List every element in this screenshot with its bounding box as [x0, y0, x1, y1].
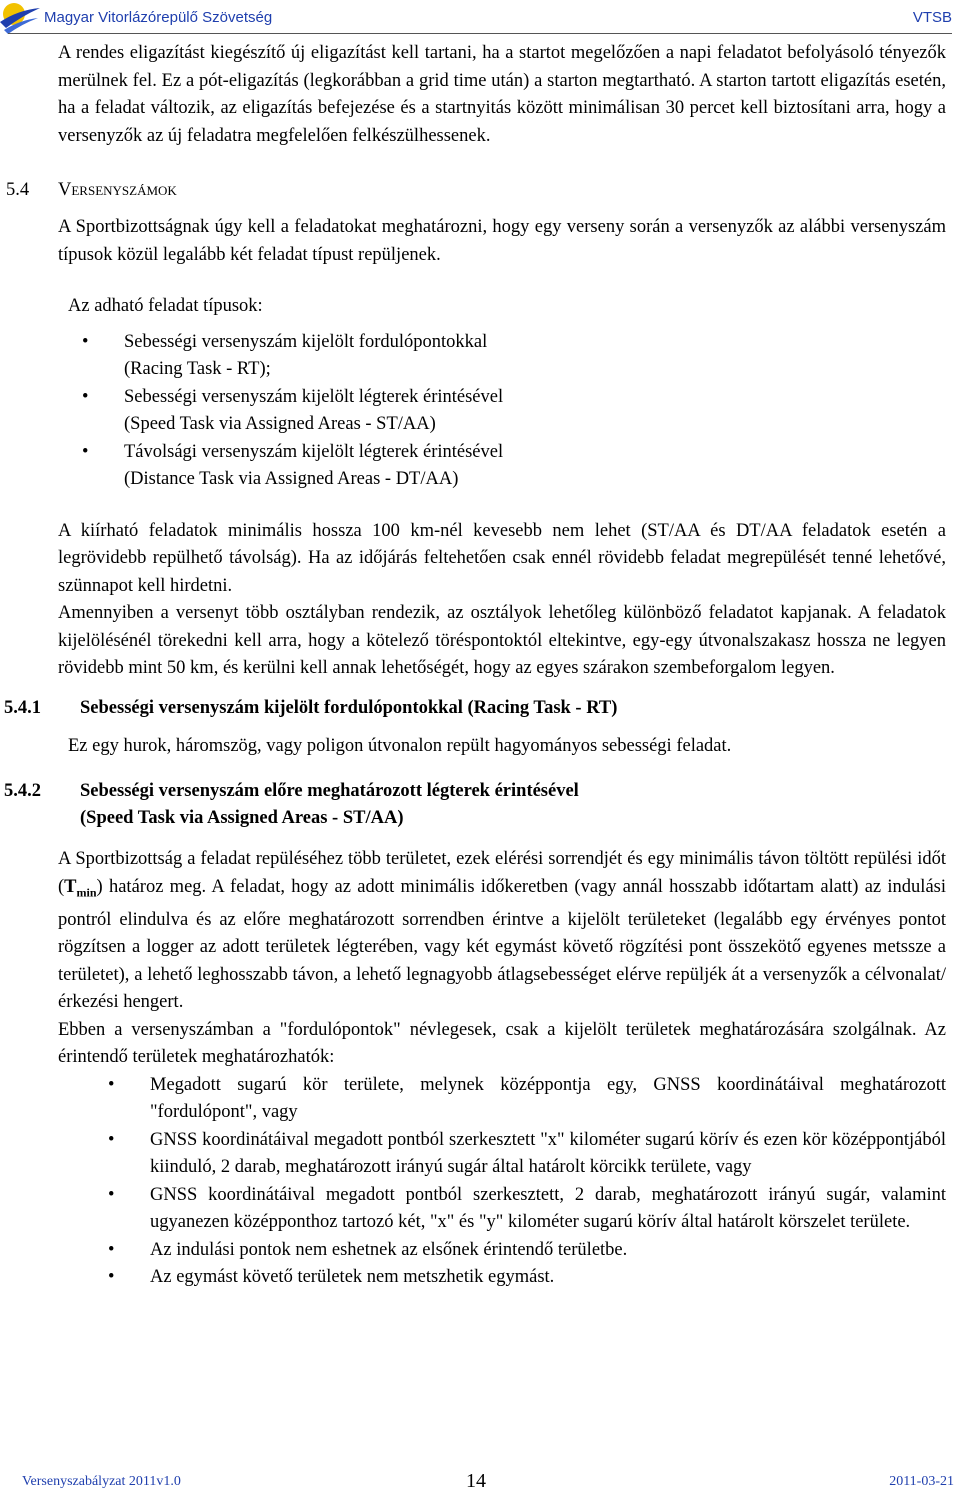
header-abbreviation: VTSB — [912, 9, 952, 26]
section-heading-5-4-1 — [0, 695, 960, 722]
section-heading-5-4 — [0, 177, 960, 204]
organization-name: Magyar Vitorlázórepülő Szövetség — [44, 9, 273, 26]
section-title: Versenyszámok — [58, 180, 177, 200]
paragraph-briefing: A rendes eligazítást kiegészítő új eligazítást kell tartani, ha a startot megelőzően a napi feladatot befolyásoló tényezők merülnek fel. Ez a pót-eligazítás (legkorábban a grid time után) a starton megtartható. A starton tartott eligazítás esetén, ha a feladat változik, az eligazítás befejezése és a startnyitás között minimálisan 30 percet kell biztosítani arra, hogy a versenyzők az új feladatra megfelelően felkészülhessenek. — [58, 43, 946, 146]
section-intro: A Sportbizottságnak úgy kell a feladatokat meghatározni, hogy egy verseny során a versenyzők az alábbi versenyszám típusok közül legalább két feladat típust repüljenek. — [58, 217, 946, 265]
areas-list — [0, 1072, 960, 1292]
bullet-icon: • — [108, 1267, 115, 1288]
section-number: 5.4.2 — [4, 781, 41, 801]
section-number: 5.4 — [6, 180, 30, 200]
list-item: • GNSS koordinátáival megadott pontból szerkesztett "x" kilométer sugarú körív és ezen kör középpontjából kiinduló, 2 darab, meghatározott irányú sugár által határolt körcikk területe, vagy — [150, 1127, 946, 1182]
paragraph-racing-task: Ez egy hurok, háromszög, vagy poligon útvonalon repült hagyományos sebességi feladat. — [68, 735, 732, 756]
list-item: • Megadott sugarú kör területe, melynek középpontja egy, GNSS koordinátáival meghatározott "fordulópont", vagy — [150, 1072, 946, 1127]
bullet-icon: • — [108, 1074, 115, 1095]
types-label: Az adható feladat típusok: — [68, 296, 263, 316]
paragraph-speed-task: A Sportbizottság a feladat repüléséhez több területet, ezek elérési sorrendjét és egy minimális távon töltött repülési időt $(T_{min})$ határoz meg. A feladat, hogy az adott minimális időkeretben (vagy annál hosszabb időtartam alatt) az indulási pontról elindulva és az előre meghatározott sorrendben érintve a kijelölt területeket (legalább egy érvényes pontot rögzítsen a logger az adott területek légterében, vagy két egymást követő rögzítési pont összekötő egyenes metssze a területet), a lehető leghosszabb távon, a lehető legnagyobb átlagsebességet elérve repüljék át a versenyzők a célvonalat/érkezési hengert. — [58, 849, 946, 1013]
page-footer — [0, 1470, 960, 1497]
document-body — [0, 40, 960, 1292]
bullet-icon: • — [108, 1184, 115, 1205]
bullet-icon: • — [82, 441, 89, 462]
section-number: 5.4.1 — [4, 697, 41, 718]
list-item: • Sebességi versenyszám kijelölt fordulópontokkal (Racing Task - RT); — [124, 329, 946, 384]
paragraph-classes: Amennyiben a versenyt több osztályban rendezik, az osztályok lehetőleg különböző feladatot kapjanak. A feladatok kijelölésénél törekedni kell arra, hogy a kötelező töréspontoktól eltekintve, egy-egy útvonalszakasz hossza ne legyen rövidebb mint 50 km, és kerülni kell annak lehetőségét, hogy az egyes szárakon szembeforgalom legyen. — [58, 603, 946, 678]
task-types-list — [0, 329, 960, 494]
section-heading-5-4-2 — [0, 778, 960, 832]
glider-logo-icon — [0, 0, 40, 36]
list-item: • Sebességi versenyszám kijelölt légterek érintésével (Speed Task via Assigned Areas - ST/AA) — [124, 384, 946, 439]
list-item: • GNSS koordinátáival megadott pontból szerkesztett, 2 darab, meghatározott irányú sugár, valamint ugyanezen középponthoz tartozó két, "x" és "y" kilométer sugarú körív által határolt körszelet területe. — [150, 1182, 946, 1237]
list-item: • Távolsági versenyszám kijelölt légterek érintésével (Distance Task via Assigned Areas - DT/AA) — [124, 439, 946, 494]
list-item: • Az egymást követő területek nem metszhetik egymást. — [150, 1264, 946, 1292]
paragraph-min-length: A kiírható feladatok minimális hossza 100 km-nél kevesebb nem lehet (ST/AA és DT/AA feladatok esetén a legrövidebb repülhető távolság). Ha az időjárás feltehetően csak ennél rövidebb feladat megrepülését tenné lehetővé, szünnapot kell hirdetni. — [58, 520, 946, 596]
bullet-icon: • — [108, 1239, 115, 1260]
footer-date: 2011-03-21 — [889, 1474, 954, 1489]
section-title: Sebességi versenyszám előre meghatározott légterek érintésével (Speed Task via Assigned Areas - ST/AA) — [80, 781, 579, 828]
page-header — [0, 0, 960, 38]
header-divider — [8, 33, 952, 34]
bullet-icon: • — [82, 331, 89, 352]
section-title: Sebességi versenyszám kijelölt fordulópontokkal (Racing Task - RT) — [80, 697, 618, 718]
list-item: • Az indulási pontok nem eshetnek az elsőnek érintendő területbe. — [150, 1237, 946, 1265]
bullet-icon: • — [82, 386, 89, 407]
footer-document-name: Versenyszabályzat 2011v1.0 — [22, 1474, 181, 1489]
page-number: 14 — [466, 1470, 486, 1492]
bullet-icon: • — [108, 1129, 115, 1150]
paragraph-turnpoints: Ebben a versenyszámban a "fordulópontok" névlegesek, csak a kijelölt területek meghatározására szolgálnak. Az érintendő területek meghatározhatók: — [58, 1019, 946, 1068]
